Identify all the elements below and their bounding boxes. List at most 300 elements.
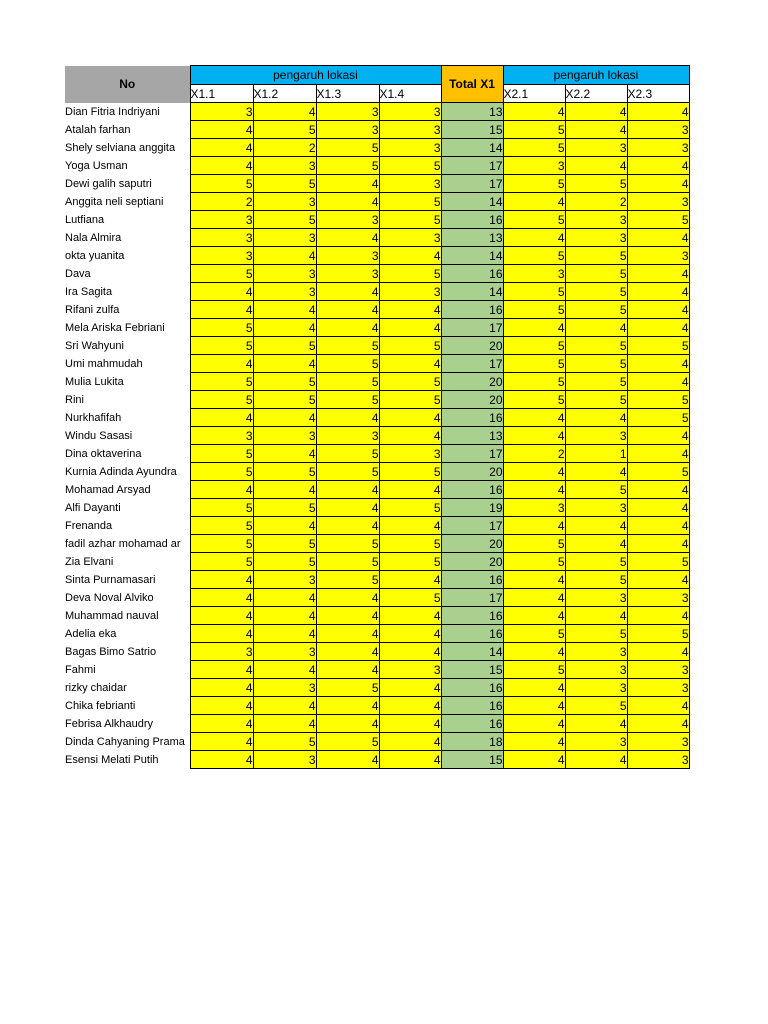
x2-3-cell[interactable]: 4 bbox=[627, 643, 689, 661]
x1-1-cell[interactable]: 5 bbox=[190, 535, 253, 553]
total-x1-cell[interactable]: 14 bbox=[441, 193, 503, 211]
x1-2-cell[interactable]: 5 bbox=[253, 391, 316, 409]
x1-2-cell[interactable]: 4 bbox=[253, 481, 316, 499]
x1-2-cell[interactable]: 5 bbox=[253, 211, 316, 229]
x2-1-cell[interactable]: 4 bbox=[503, 463, 565, 481]
x2-3-cell[interactable]: 4 bbox=[627, 319, 689, 337]
name-cell[interactable]: Dina oktaverina bbox=[65, 447, 142, 460]
x1-2-cell[interactable]: 4 bbox=[253, 103, 316, 121]
x2-3-cell[interactable]: 5 bbox=[627, 211, 689, 229]
x2-1-cell[interactable]: 5 bbox=[503, 535, 565, 553]
x1-3-cell[interactable]: 3 bbox=[316, 247, 379, 265]
x2-2-cell[interactable]: 4 bbox=[565, 535, 627, 553]
name-cell[interactable]: Dinda Cahyaning Prama bbox=[65, 735, 185, 748]
x1-1-cell[interactable]: 4 bbox=[190, 715, 253, 733]
x1-2-cell[interactable]: 5 bbox=[253, 499, 316, 517]
x2-3-cell[interactable]: 5 bbox=[627, 463, 689, 481]
x2-2-cell[interactable]: 1 bbox=[565, 445, 627, 463]
x1-3-cell[interactable]: 4 bbox=[316, 229, 379, 247]
name-cell[interactable]: Windu Sasasi bbox=[65, 429, 133, 442]
x1-3-cell[interactable]: 3 bbox=[316, 211, 379, 229]
name-cell[interactable]: Atalah farhan bbox=[65, 123, 131, 136]
total-x1-cell[interactable]: 17 bbox=[441, 175, 503, 193]
x2-3-cell[interactable]: 4 bbox=[627, 499, 689, 517]
x1-4-cell[interactable]: 4 bbox=[379, 517, 441, 535]
x1-3-cell[interactable]: 4 bbox=[316, 517, 379, 535]
name-cell[interactable]: Mohamad Arsyad bbox=[65, 483, 151, 496]
x2-3-cell[interactable]: 4 bbox=[627, 265, 689, 283]
x2-1-cell[interactable]: 3 bbox=[503, 157, 565, 175]
x2-1-cell[interactable]: 5 bbox=[503, 355, 565, 373]
name-cell[interactable]: Muhammad nauval bbox=[65, 609, 159, 622]
x1-1-cell[interactable]: 5 bbox=[190, 337, 253, 355]
x1-3-cell[interactable]: 5 bbox=[316, 463, 379, 481]
x2-1-cell[interactable]: 5 bbox=[503, 211, 565, 229]
x2-2-cell[interactable]: 5 bbox=[565, 481, 627, 499]
name-cell[interactable]: Rini bbox=[65, 393, 84, 406]
x1-3-cell[interactable]: 4 bbox=[316, 751, 379, 769]
total-x1-cell[interactable]: 20 bbox=[441, 463, 503, 481]
x1-2-cell[interactable]: 4 bbox=[253, 661, 316, 679]
x2-3-cell[interactable]: 5 bbox=[627, 337, 689, 355]
x1-3-cell[interactable]: 4 bbox=[316, 607, 379, 625]
x2-2-cell[interactable]: 4 bbox=[565, 607, 627, 625]
total-x1-cell[interactable]: 16 bbox=[441, 211, 503, 229]
name-cell[interactable]: Nala Almira bbox=[65, 231, 122, 244]
name-cell[interactable]: Dava bbox=[65, 267, 91, 280]
x2-3-cell[interactable]: 4 bbox=[627, 607, 689, 625]
x1-4-cell[interactable]: 3 bbox=[379, 103, 441, 121]
total-x1-cell[interactable]: 14 bbox=[441, 139, 503, 157]
x1-1-cell[interactable]: 4 bbox=[190, 283, 253, 301]
total-x1-cell[interactable]: 17 bbox=[441, 445, 503, 463]
x2-3-cell[interactable]: 4 bbox=[627, 355, 689, 373]
total-x1-cell[interactable]: 20 bbox=[441, 373, 503, 391]
x1-1-cell[interactable]: 3 bbox=[190, 211, 253, 229]
name-cell[interactable]: Deva Noval Alviko bbox=[65, 591, 154, 604]
x2-3-cell[interactable]: 4 bbox=[627, 517, 689, 535]
total-x1-cell[interactable]: 20 bbox=[441, 391, 503, 409]
x1-3-cell[interactable]: 4 bbox=[316, 283, 379, 301]
x1-1-cell[interactable]: 2 bbox=[190, 193, 253, 211]
x2-1-cell[interactable]: 5 bbox=[503, 301, 565, 319]
total-x1-cell[interactable]: 20 bbox=[441, 553, 503, 571]
x2-2-cell[interactable]: 5 bbox=[565, 373, 627, 391]
x1-2-cell[interactable]: 2 bbox=[253, 139, 316, 157]
x1-1-cell[interactable]: 4 bbox=[190, 697, 253, 715]
x1-3-cell[interactable]: 4 bbox=[316, 175, 379, 193]
x1-1-cell[interactable]: 3 bbox=[190, 229, 253, 247]
x1-2-cell[interactable]: 4 bbox=[253, 409, 316, 427]
x2-1-cell[interactable]: 4 bbox=[503, 733, 565, 751]
name-cell[interactable]: Yoga Usman bbox=[65, 159, 128, 172]
x2-1-cell[interactable]: 5 bbox=[503, 553, 565, 571]
x1-2-cell[interactable]: 4 bbox=[253, 625, 316, 643]
name-cell[interactable]: Zia Elvani bbox=[65, 555, 114, 568]
name-cell[interactable]: okta yuanita bbox=[65, 249, 125, 262]
x1-2-cell[interactable]: 3 bbox=[253, 679, 316, 697]
name-cell[interactable]: Nurkhafifah bbox=[65, 411, 122, 424]
x1-1-cell[interactable]: 4 bbox=[190, 589, 253, 607]
x2-2-cell[interactable]: 5 bbox=[565, 571, 627, 589]
x1-1-cell[interactable]: 4 bbox=[190, 751, 253, 769]
x2-2-cell[interactable]: 3 bbox=[565, 499, 627, 517]
x2-2-cell[interactable]: 3 bbox=[565, 427, 627, 445]
x1-2-cell[interactable]: 5 bbox=[253, 337, 316, 355]
x2-1-cell[interactable]: 5 bbox=[503, 247, 565, 265]
x1-1-cell[interactable]: 4 bbox=[190, 733, 253, 751]
total-x1-cell[interactable]: 13 bbox=[441, 229, 503, 247]
x1-4-cell[interactable]: 5 bbox=[379, 265, 441, 283]
x1-1-cell[interactable]: 5 bbox=[190, 319, 253, 337]
name-cell[interactable]: Kurnia Adinda Ayundra bbox=[65, 465, 177, 478]
total-x1-cell[interactable]: 16 bbox=[441, 715, 503, 733]
x1-2-cell[interactable]: 3 bbox=[253, 571, 316, 589]
x1-1-cell[interactable]: 4 bbox=[190, 571, 253, 589]
x2-2-cell[interactable]: 3 bbox=[565, 211, 627, 229]
x1-1-cell[interactable]: 3 bbox=[190, 247, 253, 265]
x2-3-cell[interactable]: 3 bbox=[627, 247, 689, 265]
x2-3-cell[interactable]: 3 bbox=[627, 733, 689, 751]
x1-3-cell[interactable]: 3 bbox=[316, 103, 379, 121]
x1-4-cell[interactable]: 4 bbox=[379, 355, 441, 373]
x1-1-cell[interactable]: 5 bbox=[190, 463, 253, 481]
total-x1-cell[interactable]: 16 bbox=[441, 607, 503, 625]
x1-4-cell[interactable]: 5 bbox=[379, 553, 441, 571]
x1-1-cell[interactable]: 4 bbox=[190, 355, 253, 373]
col-header-x1-2[interactable]: X1.2 bbox=[253, 85, 316, 103]
x1-2-cell[interactable]: 5 bbox=[253, 373, 316, 391]
x1-4-cell[interactable]: 4 bbox=[379, 409, 441, 427]
total-x1-cell[interactable]: 16 bbox=[441, 409, 503, 427]
x2-3-cell[interactable]: 4 bbox=[627, 175, 689, 193]
x2-3-cell[interactable]: 3 bbox=[627, 589, 689, 607]
x1-3-cell[interactable]: 4 bbox=[316, 715, 379, 733]
x1-4-cell[interactable]: 4 bbox=[379, 715, 441, 733]
x2-3-cell[interactable]: 3 bbox=[627, 679, 689, 697]
x1-3-cell[interactable]: 5 bbox=[316, 733, 379, 751]
x1-1-cell[interactable]: 5 bbox=[190, 175, 253, 193]
total-x1-cell[interactable]: 16 bbox=[441, 697, 503, 715]
x1-3-cell[interactable]: 4 bbox=[316, 643, 379, 661]
total-x1-cell[interactable]: 14 bbox=[441, 643, 503, 661]
x1-3-cell[interactable]: 5 bbox=[316, 679, 379, 697]
x2-3-cell[interactable]: 5 bbox=[627, 625, 689, 643]
x2-2-cell[interactable]: 3 bbox=[565, 661, 627, 679]
x1-3-cell[interactable]: 5 bbox=[316, 337, 379, 355]
x1-1-cell[interactable]: 4 bbox=[190, 607, 253, 625]
total-x1-cell[interactable]: 16 bbox=[441, 265, 503, 283]
x2-2-cell[interactable]: 5 bbox=[565, 175, 627, 193]
x1-4-cell[interactable]: 4 bbox=[379, 751, 441, 769]
x1-4-cell[interactable]: 3 bbox=[379, 283, 441, 301]
total-x1-cell[interactable]: 17 bbox=[441, 157, 503, 175]
x2-1-cell[interactable]: 4 bbox=[503, 319, 565, 337]
x1-4-cell[interactable]: 4 bbox=[379, 697, 441, 715]
name-cell[interactable]: Esensi Melati Putih bbox=[65, 753, 159, 766]
total-x1-cell[interactable]: 18 bbox=[441, 733, 503, 751]
x2-3-cell[interactable]: 3 bbox=[627, 139, 689, 157]
x1-1-cell[interactable]: 3 bbox=[190, 427, 253, 445]
x1-4-cell[interactable]: 3 bbox=[379, 139, 441, 157]
total-x1-cell[interactable]: 16 bbox=[441, 571, 503, 589]
x1-1-cell[interactable]: 4 bbox=[190, 625, 253, 643]
col-header-x1-4[interactable]: X1.4 bbox=[379, 85, 441, 103]
name-cell[interactable]: rizky chaidar bbox=[65, 681, 127, 694]
x2-2-cell[interactable]: 5 bbox=[565, 301, 627, 319]
x1-4-cell[interactable]: 4 bbox=[379, 247, 441, 265]
x1-2-cell[interactable]: 5 bbox=[253, 175, 316, 193]
x2-2-cell[interactable]: 4 bbox=[565, 319, 627, 337]
x1-3-cell[interactable]: 5 bbox=[316, 391, 379, 409]
name-cell[interactable]: Lutfiana bbox=[65, 213, 105, 226]
name-cell[interactable]: Fahmi bbox=[65, 663, 96, 676]
x2-1-cell[interactable]: 4 bbox=[503, 697, 565, 715]
x2-3-cell[interactable]: 3 bbox=[627, 121, 689, 139]
x2-2-cell[interactable]: 5 bbox=[565, 553, 627, 571]
x1-4-cell[interactable]: 3 bbox=[379, 445, 441, 463]
x1-3-cell[interactable]: 4 bbox=[316, 499, 379, 517]
x1-3-cell[interactable]: 4 bbox=[316, 301, 379, 319]
x1-4-cell[interactable]: 5 bbox=[379, 589, 441, 607]
x2-2-cell[interactable]: 3 bbox=[565, 229, 627, 247]
x2-2-cell[interactable]: 5 bbox=[565, 247, 627, 265]
x2-3-cell[interactable]: 4 bbox=[627, 103, 689, 121]
x1-4-cell[interactable]: 5 bbox=[379, 535, 441, 553]
name-cell[interactable]: Adelia eka bbox=[65, 627, 117, 640]
total-x1-cell[interactable]: 17 bbox=[441, 589, 503, 607]
x2-2-cell[interactable]: 5 bbox=[565, 391, 627, 409]
x1-2-cell[interactable]: 3 bbox=[253, 229, 316, 247]
x2-3-cell[interactable]: 4 bbox=[627, 229, 689, 247]
x1-4-cell[interactable]: 4 bbox=[379, 301, 441, 319]
x2-2-cell[interactable]: 3 bbox=[565, 589, 627, 607]
x1-2-cell[interactable]: 4 bbox=[253, 715, 316, 733]
total-x1-cell[interactable]: 17 bbox=[441, 517, 503, 535]
x2-2-cell[interactable]: 3 bbox=[565, 733, 627, 751]
x1-1-cell[interactable]: 5 bbox=[190, 517, 253, 535]
x1-3-cell[interactable]: 5 bbox=[316, 535, 379, 553]
x2-1-cell[interactable]: 4 bbox=[503, 409, 565, 427]
x1-4-cell[interactable]: 4 bbox=[379, 733, 441, 751]
total-x1-cell[interactable]: 20 bbox=[441, 535, 503, 553]
x1-1-cell[interactable]: 4 bbox=[190, 301, 253, 319]
x2-1-cell[interactable]: 5 bbox=[503, 373, 565, 391]
x2-2-cell[interactable]: 4 bbox=[565, 121, 627, 139]
x1-1-cell[interactable]: 4 bbox=[190, 121, 253, 139]
name-cell[interactable]: Mela Ariska Febriani bbox=[65, 321, 165, 334]
x2-1-cell[interactable]: 4 bbox=[503, 715, 565, 733]
total-x1-cell[interactable]: 16 bbox=[441, 301, 503, 319]
x1-1-cell[interactable]: 4 bbox=[190, 139, 253, 157]
name-cell[interactable]: Mulia Lukita bbox=[65, 375, 124, 388]
x1-2-cell[interactable]: 5 bbox=[253, 535, 316, 553]
x1-4-cell[interactable]: 5 bbox=[379, 373, 441, 391]
x1-4-cell[interactable]: 3 bbox=[379, 661, 441, 679]
x2-1-cell[interactable]: 4 bbox=[503, 103, 565, 121]
x1-2-cell[interactable]: 4 bbox=[253, 247, 316, 265]
x2-2-cell[interactable]: 3 bbox=[565, 679, 627, 697]
x1-3-cell[interactable]: 5 bbox=[316, 373, 379, 391]
x1-3-cell[interactable]: 4 bbox=[316, 589, 379, 607]
x2-3-cell[interactable]: 5 bbox=[627, 391, 689, 409]
x1-1-cell[interactable]: 5 bbox=[190, 373, 253, 391]
x1-3-cell[interactable]: 3 bbox=[316, 427, 379, 445]
x2-1-cell[interactable]: 4 bbox=[503, 193, 565, 211]
x1-4-cell[interactable]: 4 bbox=[379, 427, 441, 445]
x2-1-cell[interactable]: 5 bbox=[503, 391, 565, 409]
name-cell[interactable]: Umi mahmudah bbox=[65, 357, 143, 370]
total-x1-cell[interactable]: 16 bbox=[441, 481, 503, 499]
group-header-x2[interactable]: pengaruh lokasi bbox=[503, 66, 689, 85]
x1-3-cell[interactable]: 5 bbox=[316, 571, 379, 589]
x2-1-cell[interactable]: 5 bbox=[503, 121, 565, 139]
x2-2-cell[interactable]: 4 bbox=[565, 715, 627, 733]
x2-3-cell[interactable]: 3 bbox=[627, 661, 689, 679]
total-x1-cell[interactable]: 14 bbox=[441, 247, 503, 265]
total-x1-cell[interactable]: 14 bbox=[441, 283, 503, 301]
x1-2-cell[interactable]: 3 bbox=[253, 751, 316, 769]
total-x1-cell[interactable]: 15 bbox=[441, 661, 503, 679]
x1-2-cell[interactable]: 3 bbox=[253, 157, 316, 175]
x1-3-cell[interactable]: 4 bbox=[316, 697, 379, 715]
x1-4-cell[interactable]: 5 bbox=[379, 391, 441, 409]
name-cell[interactable]: Chika febrianti bbox=[65, 699, 136, 712]
x1-2-cell[interactable]: 5 bbox=[253, 121, 316, 139]
x1-4-cell[interactable]: 3 bbox=[379, 229, 441, 247]
x1-1-cell[interactable]: 5 bbox=[190, 553, 253, 571]
col-header-x2-1[interactable]: X2.1 bbox=[503, 85, 565, 103]
x2-1-cell[interactable]: 4 bbox=[503, 679, 565, 697]
x2-1-cell[interactable]: 4 bbox=[503, 751, 565, 769]
x2-1-cell[interactable]: 3 bbox=[503, 499, 565, 517]
x2-1-cell[interactable]: 4 bbox=[503, 589, 565, 607]
x1-3-cell[interactable]: 5 bbox=[316, 553, 379, 571]
x1-2-cell[interactable]: 4 bbox=[253, 301, 316, 319]
x1-4-cell[interactable]: 4 bbox=[379, 679, 441, 697]
x2-2-cell[interactable]: 2 bbox=[565, 193, 627, 211]
x1-4-cell[interactable]: 5 bbox=[379, 499, 441, 517]
total-x1-cell[interactable]: 16 bbox=[441, 679, 503, 697]
x1-1-cell[interactable]: 3 bbox=[190, 643, 253, 661]
x1-2-cell[interactable]: 3 bbox=[253, 427, 316, 445]
x2-3-cell[interactable]: 4 bbox=[627, 571, 689, 589]
x2-3-cell[interactable]: 4 bbox=[627, 427, 689, 445]
x2-3-cell[interactable]: 4 bbox=[627, 715, 689, 733]
x1-1-cell[interactable]: 3 bbox=[190, 103, 253, 121]
x1-2-cell[interactable]: 4 bbox=[253, 319, 316, 337]
x2-1-cell[interactable]: 5 bbox=[503, 175, 565, 193]
name-cell[interactable]: Dian Fitria Indriyani bbox=[65, 105, 160, 118]
x2-1-cell[interactable]: 3 bbox=[503, 265, 565, 283]
x1-3-cell[interactable]: 3 bbox=[316, 265, 379, 283]
x2-1-cell[interactable]: 4 bbox=[503, 643, 565, 661]
x1-3-cell[interactable]: 5 bbox=[316, 139, 379, 157]
x1-4-cell[interactable]: 4 bbox=[379, 571, 441, 589]
x1-2-cell[interactable]: 5 bbox=[253, 733, 316, 751]
x2-2-cell[interactable]: 4 bbox=[565, 157, 627, 175]
x2-1-cell[interactable]: 5 bbox=[503, 337, 565, 355]
x1-2-cell[interactable]: 4 bbox=[253, 697, 316, 715]
x1-2-cell[interactable]: 3 bbox=[253, 193, 316, 211]
x2-1-cell[interactable]: 4 bbox=[503, 229, 565, 247]
x2-3-cell[interactable]: 4 bbox=[627, 157, 689, 175]
x2-2-cell[interactable]: 5 bbox=[565, 337, 627, 355]
x1-2-cell[interactable]: 4 bbox=[253, 589, 316, 607]
x1-2-cell[interactable]: 4 bbox=[253, 355, 316, 373]
x2-1-cell[interactable]: 5 bbox=[503, 661, 565, 679]
x1-1-cell[interactable]: 4 bbox=[190, 157, 253, 175]
x1-3-cell[interactable]: 4 bbox=[316, 661, 379, 679]
x1-1-cell[interactable]: 5 bbox=[190, 265, 253, 283]
x1-4-cell[interactable]: 4 bbox=[379, 481, 441, 499]
x1-3-cell[interactable]: 4 bbox=[316, 409, 379, 427]
name-cell[interactable]: Anggita neli septiani bbox=[65, 195, 164, 208]
x2-1-cell[interactable]: 5 bbox=[503, 283, 565, 301]
x2-2-cell[interactable]: 5 bbox=[565, 265, 627, 283]
total-x1-cell[interactable]: 16 bbox=[441, 625, 503, 643]
x1-4-cell[interactable]: 3 bbox=[379, 121, 441, 139]
x2-3-cell[interactable]: 4 bbox=[627, 283, 689, 301]
x1-3-cell[interactable]: 5 bbox=[316, 355, 379, 373]
x2-2-cell[interactable]: 5 bbox=[565, 283, 627, 301]
x1-2-cell[interactable]: 5 bbox=[253, 553, 316, 571]
total-x1-cell[interactable]: 17 bbox=[441, 355, 503, 373]
x1-2-cell[interactable]: 3 bbox=[253, 283, 316, 301]
name-cell[interactable]: fadil azhar mohamad ar bbox=[65, 537, 181, 550]
x1-4-cell[interactable]: 5 bbox=[379, 463, 441, 481]
x1-4-cell[interactable]: 4 bbox=[379, 643, 441, 661]
x1-4-cell[interactable]: 5 bbox=[379, 157, 441, 175]
col-header-x1-1[interactable]: X1.1 bbox=[190, 85, 253, 103]
x1-3-cell[interactable]: 4 bbox=[316, 625, 379, 643]
total-x1-cell[interactable]: 13 bbox=[441, 427, 503, 445]
x1-4-cell[interactable]: 5 bbox=[379, 193, 441, 211]
x2-2-cell[interactable]: 4 bbox=[565, 409, 627, 427]
x1-3-cell[interactable]: 5 bbox=[316, 445, 379, 463]
x1-1-cell[interactable]: 4 bbox=[190, 661, 253, 679]
name-cell[interactable]: Sri Wahyuni bbox=[65, 339, 124, 352]
x2-2-cell[interactable]: 5 bbox=[565, 355, 627, 373]
x2-2-cell[interactable]: 4 bbox=[565, 103, 627, 121]
x1-4-cell[interactable]: 5 bbox=[379, 211, 441, 229]
x1-2-cell[interactable]: 4 bbox=[253, 607, 316, 625]
name-cell[interactable]: Bagas Bimo Satrio bbox=[65, 645, 157, 658]
x1-2-cell[interactable]: 5 bbox=[253, 463, 316, 481]
x1-4-cell[interactable]: 4 bbox=[379, 319, 441, 337]
x2-1-cell[interactable]: 4 bbox=[503, 571, 565, 589]
x2-2-cell[interactable]: 3 bbox=[565, 139, 627, 157]
total-x1-cell[interactable]: 19 bbox=[441, 499, 503, 517]
x2-2-cell[interactable]: 3 bbox=[565, 643, 627, 661]
name-cell[interactable]: Alfi Dayanti bbox=[65, 501, 121, 514]
x2-1-cell[interactable]: 2 bbox=[503, 445, 565, 463]
x2-1-cell[interactable]: 4 bbox=[503, 481, 565, 499]
x2-1-cell[interactable]: 5 bbox=[503, 625, 565, 643]
name-cell[interactable]: Shely selviana anggita bbox=[65, 141, 176, 154]
name-cell[interactable]: Febrisa Alkhaudry bbox=[65, 717, 154, 730]
x1-2-cell[interactable]: 4 bbox=[253, 517, 316, 535]
x1-1-cell[interactable]: 5 bbox=[190, 391, 253, 409]
x2-2-cell[interactable]: 4 bbox=[565, 463, 627, 481]
x2-2-cell[interactable]: 5 bbox=[565, 625, 627, 643]
name-cell[interactable]: Dewi galih saputri bbox=[65, 177, 152, 190]
x1-4-cell[interactable]: 4 bbox=[379, 607, 441, 625]
x2-2-cell[interactable]: 5 bbox=[565, 697, 627, 715]
x1-2-cell[interactable]: 4 bbox=[253, 445, 316, 463]
total-x1-cell[interactable]: 13 bbox=[441, 103, 503, 121]
x1-3-cell[interactable]: 4 bbox=[316, 193, 379, 211]
